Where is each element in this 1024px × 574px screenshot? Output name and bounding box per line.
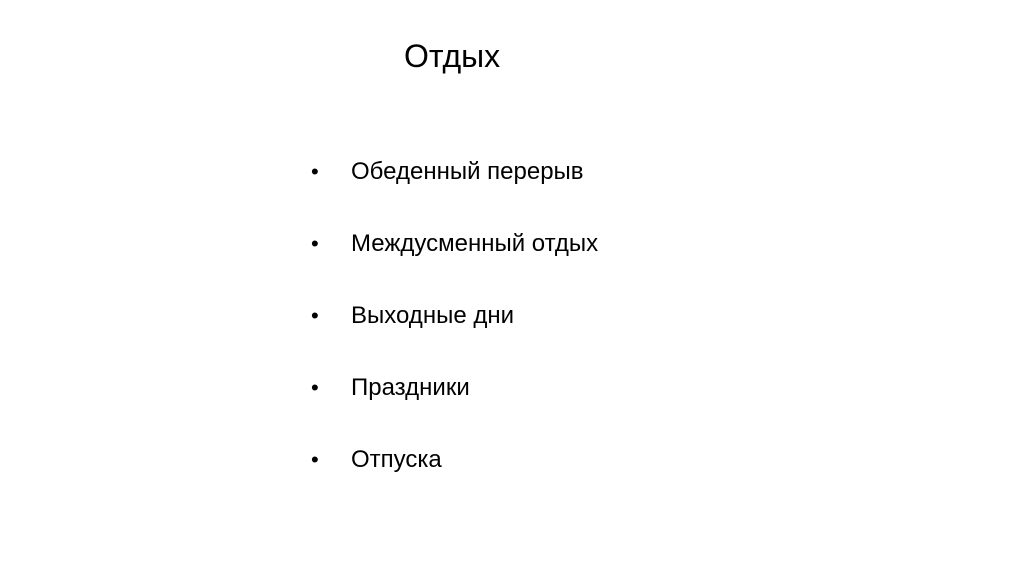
list-item-label: Отпуска — [351, 446, 442, 473]
bullet-icon: • — [311, 375, 319, 400]
bullet-icon: • — [311, 159, 319, 184]
list-item-label: Междусменный отдых — [351, 230, 599, 257]
slide-title: Отдых — [404, 38, 501, 74]
list-item-label: Обеденный перерыв — [351, 158, 584, 185]
bullet-icon: • — [311, 231, 319, 256]
list-item-label: Выходные дни — [351, 302, 514, 329]
bullet-icon: • — [311, 303, 319, 328]
bullet-icon: • — [311, 447, 319, 472]
list-item-label: Праздники — [351, 374, 470, 401]
